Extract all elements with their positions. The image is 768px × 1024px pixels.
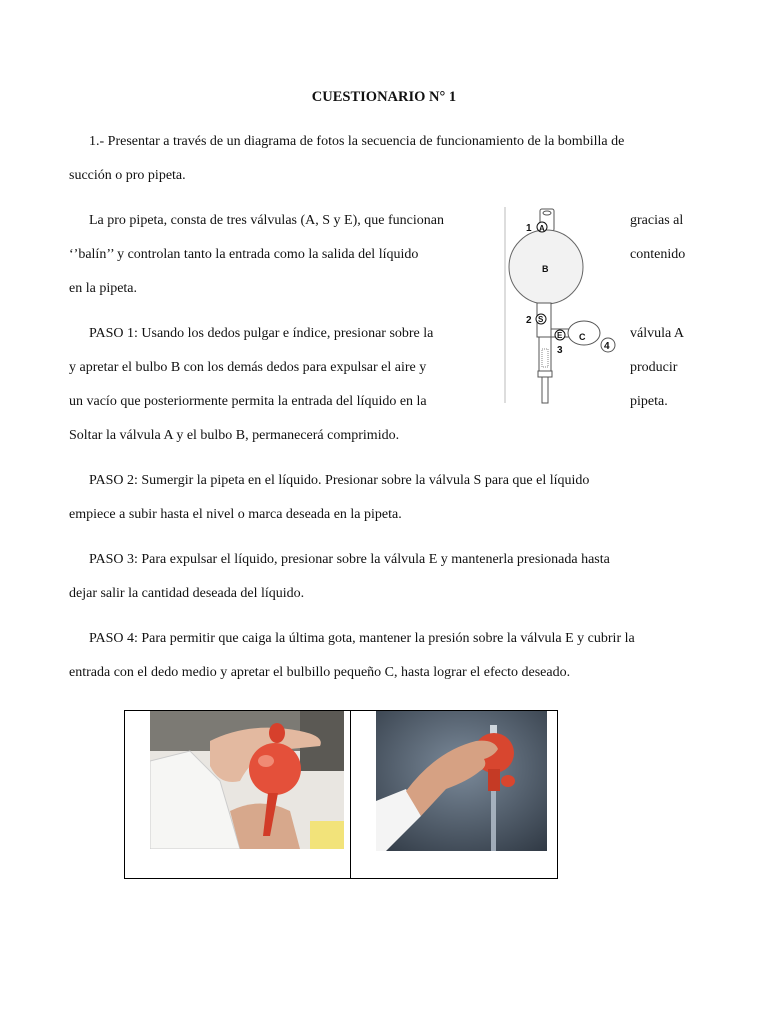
photo-propipette-hand-1 — [150, 711, 344, 849]
intro-line2: ‘’balín’’ y controlan tanto la entrada como la salida del líquido — [69, 247, 419, 262]
intro-line1-right: gracias al — [630, 213, 684, 228]
page-title: CUESTIONARIO N° 1 — [311, 89, 457, 105]
paso3-line1: PASO 3: Para expulsar el líquido, presionar sobre la válvula E y mantenerla presionada hasta — [89, 552, 610, 567]
paso4-line1: PASO 4: Para permitir que caiga la última gota, mantener la presión sobre la válvula E y cubrir la — [89, 631, 635, 646]
question1-line1: 1.- Presentar a través de un diagrama de fotos la secuencia de funcionamiento de la bombilla de — [89, 134, 625, 149]
intro-line3: en la pipeta. — [69, 281, 138, 296]
paso1-line3-right: pipeta. — [630, 394, 668, 409]
diagram-label-2: 2 — [526, 315, 532, 326]
diagram-label-4: 4 — [604, 341, 610, 352]
paso1-line1: PASO 1: Usando los dedos pulgar e índice, presionar sobre la — [89, 326, 434, 341]
diagram-label-e: E — [557, 331, 563, 340]
paso1-line4: Soltar la válvula A y el bulbo B, permanecerá comprimido. — [69, 428, 400, 443]
paso2-line2: empiece a subir hasta el nivel o marca deseada en la pipeta. — [69, 507, 402, 522]
diagram-label-a: A — [539, 224, 545, 233]
diagram-label-b: B — [542, 264, 549, 274]
diagram-label-1: 1 — [526, 223, 532, 234]
diagram-label-3: 3 — [557, 345, 563, 356]
photo-propipette-hand-2 — [376, 711, 547, 851]
paso1-line2: y apretar el bulbo B con los demás dedos para expulsar el aire y — [69, 360, 427, 375]
paso2-line1: PASO 2: Sumergir la pipeta en el líquido. Presionar sobre la válvula S para que el líquido — [89, 473, 590, 488]
diagram-label-s: S — [538, 315, 544, 324]
paso1-line3: un vacío que posteriormente permita la entrada del líquido en la — [69, 394, 427, 409]
paso1-line1-right: válvula A — [630, 326, 685, 341]
intro-line1: La pro pipeta, consta de tres válvulas (A, S y E), que funcionan — [89, 213, 444, 228]
paso1-line2-right: producir — [630, 360, 678, 375]
photo-table — [124, 710, 558, 879]
propipette-diagram — [504, 207, 620, 407]
paso3-line2: dejar salir la cantidad deseada del líquido. — [69, 586, 305, 601]
table-divider — [350, 711, 351, 878]
intro-line2-right: contenido — [630, 247, 686, 262]
diagram-label-c: C — [579, 332, 586, 342]
paso4-line2: entrada con el dedo medio y apretar el bulbillo pequeño C, hasta lograr el efecto deseado. — [69, 665, 571, 680]
question1-line2: succión o pro pipeta. — [69, 168, 186, 183]
